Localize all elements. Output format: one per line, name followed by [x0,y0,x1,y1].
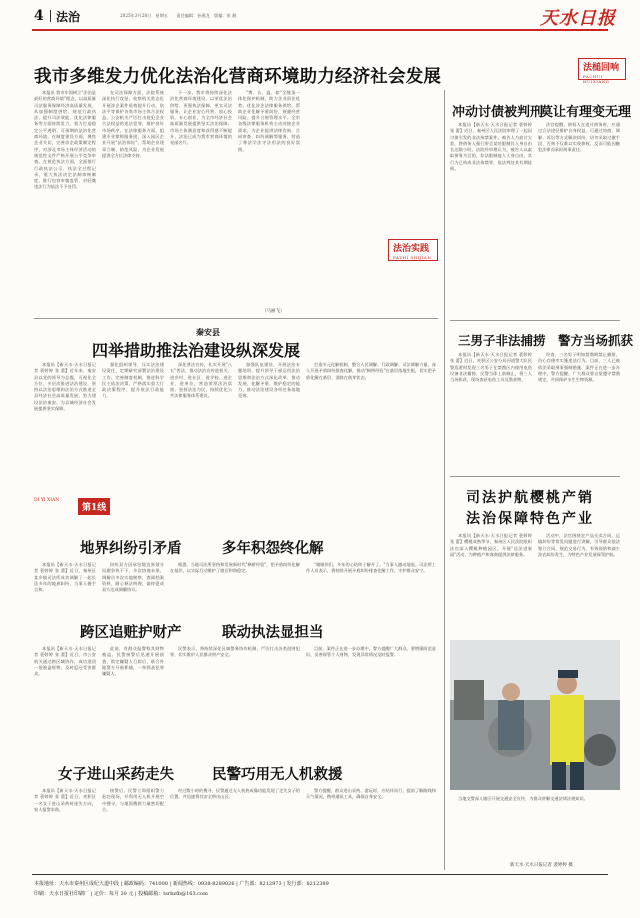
story3-column-3: 经过数小时的搜寻，民警通过无人机热成像功能发现了走失女子的位置，并迅速将其安全带出山区。 [170,788,300,800]
law-review-headline-b: 莫让有理变无理 [540,105,632,120]
lead-column-3: 下一步，我市将持续深化法治化营商环境建设，以更优法治供给、更强执法保障、更实司法服务，让企业安心经营、放心投资、专心创业，为全市经济社会高质量发展提供坚实法治保障。市场主体满意度和获得感不断提升，法治已成为我市营商环境的亮丽名片。 [170,90,232,146]
legal-practice-column-2: 强化组织领导，压实法治建设责任，定期研究部署法治建设工作。完善制度机制，推进科学民主依法决策，严格落实重大行政决策程序，提升依法行政能力。 [102,362,164,399]
story2-column-1: 本报讯【新天水·天水日报记者 裴婷婷 张 蕾】近日，市公安机关通过跨区域协作，成功追回一批被盗财物，及时返还受害群众。 [34,646,96,677]
news-photo-illustration [450,640,620,790]
legal-practice-kicker: 秦安县 [196,327,220,337]
law-review-column-1: 本报讯【新天水·天水日报记者 裴婷婷 张 蕾】近日，秦州区人民法院审理了一起因讨债引发的非法拘禁案件。被告人为追讨欠款，将债务人强行带至某处限制其人身自由长达数小时。法院经审理认为，被告人以索取债务为目的，非法限制他人人身自由，其行为已构成非法拘禁罪，依法判处其有期徒刑。 [450,122,532,172]
legal-practice-tag-cn: 法治实践 [393,244,430,254]
first-line-marker [34,496,114,518]
cherry-headline-a: 司法护航樱桃产销 [466,490,594,506]
story2-headline-b: 联动执法显担当 [222,624,324,641]
story2-column-2: 此前，有群众报警称其财物被盗。民警接警后迅速开展侦查，锁定嫌疑人行踪后，联合外地警方开展抓捕，一举抓获犯罪嫌疑人。 [102,646,164,677]
lead-column-2: 在司法保障方面，法院系统深化执行攻坚，检察机关常态化开展涉企案件质效提升行动，依法平等保护各类市场主体合法权益。公安机关严厉打击侵犯企业合法权益的违法犯罪，维护良好市场秩序。在法律服务方面，组建专业律师服务团，深入园区企业开展"法治体检"，帮助企业建章立制、防范风险，为企业发展提供全方位法律支持。 [102,90,164,158]
page-number: 4 [34,8,44,24]
story1-column-2: 纠纷双方因承包地边界划分问题争执不下，多次协商未果。调解员多次实地勘察，查阅档案资料，耐心释法明理，最终促成双方达成调解协议。 [102,562,164,593]
cherry-column-2: 活动中，法官围绕农产品买卖合同、运输纠纷等常见问题进行讲解，引导群众依法签订合同、规范交易行为，有效预防和减少涉农纠纷发生，为特色产业发展保驾护航。 [538,533,620,557]
fishing-column-2: 经查，三名男子明知禁渔期禁止捕捞，仍心存侥幸实施违法行为。目前，三人已被依法采取刑事强制措施，案件正在进一步办理中。警方提醒，广大群众要自觉遵守禁渔规定，共同保护水生生物资源。 [538,352,620,383]
footer-line-2: 印刷：天水日报社印刷厂 | 定价：每月 30 元 | 投稿邮箱：tsrbzfb@163.com [34,891,208,897]
footer-rule [32,874,608,875]
fishing-column-1: 本报讯【新天水·天水日报记者 裴婷婷 张 蕾】近日，麦积区公安分局河道警大队民警巡逻时发现三名男子在禁渔区内使用电鱼设备非法捕捞，民警当即上前制止，将三人当场抓获，现场查获电鱼工具及渔获物。 [450,352,532,383]
right-rule-2 [450,476,620,477]
story1-headline-b: 多年积怨终化解 [222,540,324,557]
cherry-headline-b: 法治保障特色产业 [466,511,594,527]
story3-column-4: 警方提醒，群众进山采药、游玩时，应结伴而行，提前了解路线和天气情况，携带通讯工具，确保自身安全。 [306,788,436,800]
lead-headline: 我市多维发力优化法治化营商环境助力经济社会发展 [34,67,442,87]
first-line-tag: 第1线 [78,498,110,515]
legal-practice-column-1: 本报讯【新天水·天水日报记者 裴婷婷 张 蕾】近年来，秦安县以党的领导为总揽，可视化全方位、多层次推进法治建设，坚持以法治思维和法治方式推进全县经济社会高质量发展，努力建设法治秦安，为县域经济社会发展提供坚实保障。 [34,362,96,412]
fishing-headline: 三男子非法捕捞 警方当场抓获 [458,333,634,348]
lead-column-1: 本报讯 我市牢固树立"法治是最好的营商环境"理念，以高质量司法服务保障经济高质量发展，从加强制度供给、规范行政执法、提升司法效能、优化法律服务等方面持续发力，着力打造稳定公平透明、可预期的法治化营商环境。在制度建设方面，聚焦企业关切，完善涉企政策制定程序，对涉及市场主体经济活动的规范性文件严格开展公平竞争审查。在规范执法方面，全面推行行政执法公示、执法全过程记录、重大执法决定法制审核制度，推行包容审慎监管，对轻微违法行为依法不予处罚。 [34,90,96,190]
lead-author: （马丽飞） [262,309,285,314]
law-review-headline-a: 冲动讨债被判刑 [452,105,544,120]
lead-rule [34,318,438,319]
masthead-rule [32,29,608,31]
legal-practice-headline: 四举措助推法治建设纵深发展 [92,341,301,360]
photo-credit: 新天水·天水日报记者 裴婷婷 摄 [510,863,573,868]
vertical-rule-right [444,90,445,870]
legal-practice-tag [388,239,438,261]
photo-caption: 当地交警深入辖区开展交通安全宣传，为群众讲解交通法律法规知识。 [458,796,588,801]
story1-column-4: "谢谢你们，多年的心结终于解开了。"当事人激动地说。司法所工作人员表示，将持续开展矛盾纠纷排查化解工作，守护群众安宁。 [306,562,436,574]
newspaper-logo: 天水日报 [540,8,616,29]
story1-column-3: 据悉，当地司法所坚持和发展新时代"枫桥经验"，把矛盾纠纷化解在基层，以实际行动维护了辖区和谐稳定。 [170,562,300,574]
story1-column-1: 本报讯【新天水·天水日报记者 裴婷婷 张 蕾】近日，秦州区某乡镇司法所成功调解了一起长达多年的地界纠纷，当事人握手言和。 [34,562,96,593]
story1-headline-a: 地界纠纷引矛盾 [80,540,182,557]
story3-column-1: 本报讯【新天水·天水日报记者 裴婷婷 张 蕾】近日，麦积区一名女子进山采药时迷失方向，家人报警求助。 [34,788,96,812]
law-review-tag-cn: 法槌回响 [583,63,620,73]
section-name: 法治 [56,10,81,24]
law-review-tag-pinyin: FACHUI HUIXIANG [583,74,610,84]
story2-column-4: 目前，案件正在进一步办理中。警方提醒广大群众，要增强防范意识，妥善保管个人财物，发现异常情况及时报警。 [306,646,436,658]
section-divider [50,10,51,22]
masthead-meta: 2025年3月28日 星期五 责任编辑：孙燕龙 版编：张 靓 [120,13,237,18]
story3-column-2: 接警后，民警立即组织警力赶赴现场，并利用无人机开展空中搜寻，与地面搜救力量密切配合。 [102,788,164,812]
news-photo [450,640,620,790]
story2-headline-a: 跨区追赃护财产 [80,624,182,641]
legal-practice-column-3: 深化普法宣传，扎实开展"八五"普法，推动法治宣传进机关、进乡村、进社区、进学校、进企业、进单位，营造浓厚法治氛围。坚持法治为民，持续优化公共法律服务体系建设。 [170,362,232,399]
law-review-column-2: 法官提醒，债权人在追讨债务时，应通过合法途径维护自身权益，可通过协商、调解、诉讼等方式解决纠纷，切勿采取过激手段，否则不仅难以实现债权，反而可能因触犯法律而承担刑事责任。 [538,122,620,153]
masthead [0,0,640,34]
law-review-tag [578,58,626,84]
lead-column-4: "博、认、温、如"全链条一体化保护机制，助力企业留住优势。优化涉企法律服务供给，帮助企业化解矛盾纠纷、规避经营风险、提升合规管理水平。全市各级法律服务机构主动对接企业需求，为企业提供法律咨询、合同审查、纠纷调解等服务，营造了尊法学法守法用法的良好氛围。 [238,90,300,152]
story3-headline-a: 女子进山采药走失 [58,766,174,783]
right-rule-1 [450,320,620,321]
first-line-pinyin: DI YI XIAN [34,498,60,503]
legal-practice-column-5: 打造多元化解机制，整合人民调解、行政调解、司法调解力量，深入开展矛盾纠纷排查化解，推动"枫桥经验"在基层落地生根，切实把矛盾化解在基层、消除在萌芽状态。 [306,362,436,380]
story2-column-3: 民警表示，将持续深化区域警务协作机制，严厉打击各类侵财犯罪，切实维护人民群众财产安全。 [170,646,300,658]
story3-headline-b: 民警巧用无人机救援 [212,766,343,783]
legal-practice-column-4: 加强队伍建设，开展法治专题培训，提升领导干部运用法治思维和法治方式深化改革、推动发展、化解矛盾、维护稳定的能力，推动法治建设各项任务落地见效。 [238,362,300,399]
cherry-column-1: 本报讯【新天水·天水日报记者 裴婷婷 张 蕾】樱桃成熟季节，秦州区人民法院组织法官深入樱桃种植园区，开展"送法进果园"活动，为种植户和客商提供法律服务。 [450,533,532,557]
legal-practice-tag-pinyin: FAZHI SHIJIAN [393,255,432,260]
footer-line-1: 本报地址：天水市秦州区成纪大道中段 | 邮政编码：741000 | 新闻热线：0938-8289026 | 广告部：8212973 | 发行部：8212389 [34,881,329,887]
